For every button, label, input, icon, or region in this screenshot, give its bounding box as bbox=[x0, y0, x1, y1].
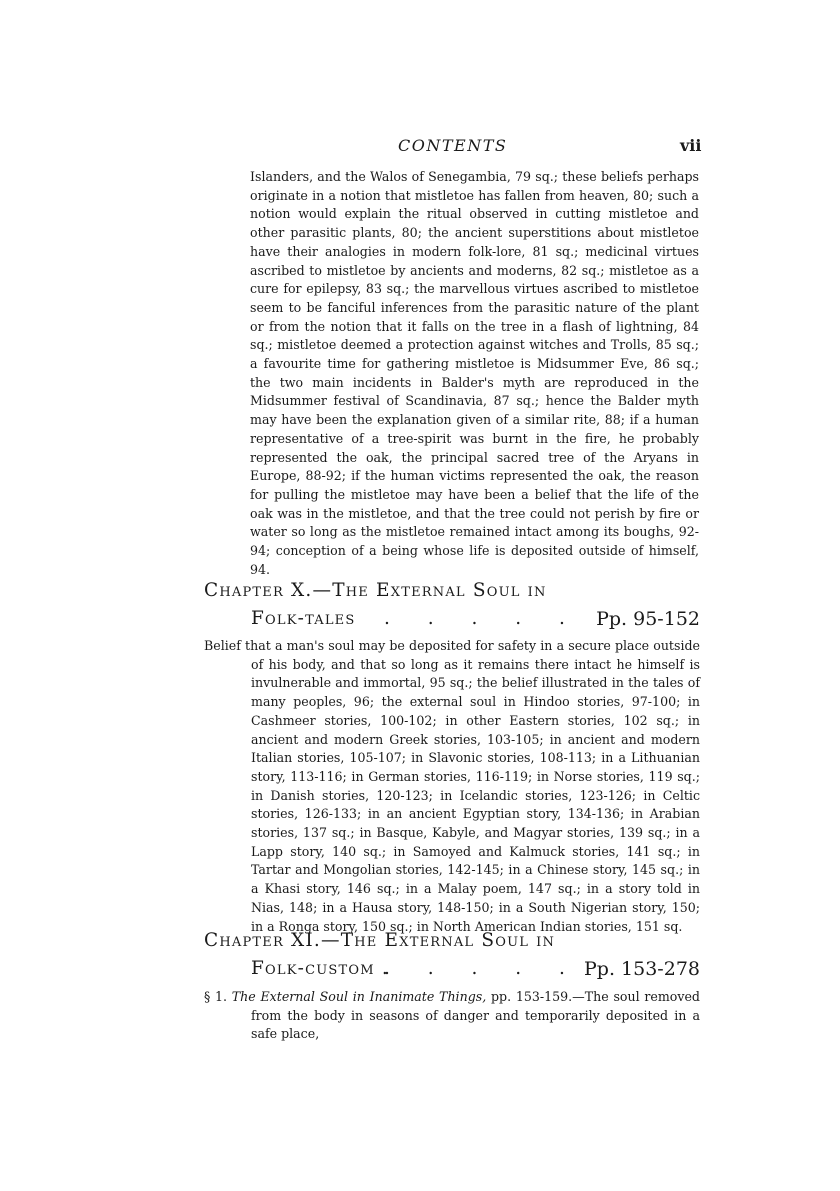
chapter-xi-page-range: Pp. 153-278 bbox=[584, 958, 700, 980]
chapter-xi-title-line1: Chapter XI.—The External Soul in bbox=[204, 930, 556, 951]
chapter-x-heading bbox=[204, 580, 700, 640]
chapter-x-leader-dots: . . . . . bbox=[384, 608, 581, 629]
running-title: CONTENTS bbox=[398, 136, 508, 155]
chapter-x-page-range: Pp. 95-152 bbox=[596, 608, 700, 630]
section-mark: § 1. bbox=[204, 989, 228, 1004]
section-text: pp. 153-159.—The soul removed from the body in seasons of danger and temporarily deposited in a safe place, bbox=[251, 989, 700, 1042]
chapter-x-title-line1: Chapter X.—The External Soul in bbox=[204, 580, 547, 601]
chapter-x-title-line2: Folk-tales bbox=[251, 608, 356, 629]
chapter-xi-heading bbox=[204, 930, 700, 990]
chapter-x-summary: Belief that a man's soul may be deposited for safety in a secure place outside of his body, and that so long as it remains there intact he himself is invulnerable and immortal, 95 sq.; the belief illustrated in the tales of many peoples, 96; the external soul in Hindoo stories, 97-100; in Cashmeer stories, 100-102; in other Eastern stories, 102 sq.; in ancient and modern Greek stories, 103-105; in ancient and modern Italian stories, 105-107; in Slavonic stories, 108-113; in a Lithuanian story, 113-116; in German stories, 116-119; in Norse stories, 119 sq.; in Danish stories, 120-123; in Icelandic stories, 123-126; in Celtic stories, 126-133; in an ancient Egyptian story, 134-136; in Arabian stories, 137 sq.; in Basque, Kabyle, and Magyar stories, 139 sq.; in a Lapp story, 140 sq.; in Samoyed and Kalmuck stories, 141 sq.; in Tartar and Mongolian stories, 142-145; in a Chinese story, 145 sq.; in a Khasi story, 146 sq.; in a Malay poem, 147 sq.; in a story told in Nias, 148; in a Hausa story, 148-150; in a South Nigerian story, 150; in a Ronga story, 150 sq.; in North American Indian stories, 151 sq. bbox=[204, 638, 700, 934]
page-number: vii bbox=[680, 136, 702, 155]
intro-paragraph: Islanders, and the Walos of Senegambia, 79 sq.; these beliefs perhaps originate in a notion that mistletoe has fallen from heaven, 80; such a notion would explain the ritual observed in cutting mistletoe and other parasitic plants, 80; the ancient superstitions about mistletoe have their analogies in modern folk-lore, 81 sq.; medicinal virtues ascribed to mistletoe by ancients and moderns, 82 sq.; mistletoe as a cure for epilepsy, 83 sq.; the marvellous virtues ascribed to mistletoe seem to be fanciful inferences from the parasitic nature of the plant or from the notion that it falls on the tree in a flash of lightning, 84 sq.; mistletoe deemed a protection against witches and Trolls, 85 sq.; a favourite time for gathering mistletoe is Midsummer Eve, 86 sq.; the two main incidents in Balder's myth are reproduced in the Midsummer festival of Scandinavia, 87 sq.; hence the Balder myth may have been the explanation given of a similar rite, 88; if a human representative of a tree-spirit was burnt in the fire, he probably represented the oak, the principal sacred tree of the Aryans in Europe, 88-92; if the human victims represented the oak, the reason for pulling the mistletoe may have been a belief that the life of the oak was in the mistletoe, and that the tree could not perish by fire or water so long as the mistletoe remained intact among its boughs, 92-94; conception of a being whose life is deposited outside of himself, 94. bbox=[250, 169, 699, 577]
section-title: The External Soul in Inanimate Things, bbox=[231, 989, 487, 1004]
chapter-xi-section-1 bbox=[204, 988, 700, 1044]
chapter-xi-title-line2: Folk-custom . bbox=[251, 958, 389, 979]
chapter-xi-leader-dots: . . . . . bbox=[384, 958, 581, 979]
running-header bbox=[0, 136, 840, 160]
